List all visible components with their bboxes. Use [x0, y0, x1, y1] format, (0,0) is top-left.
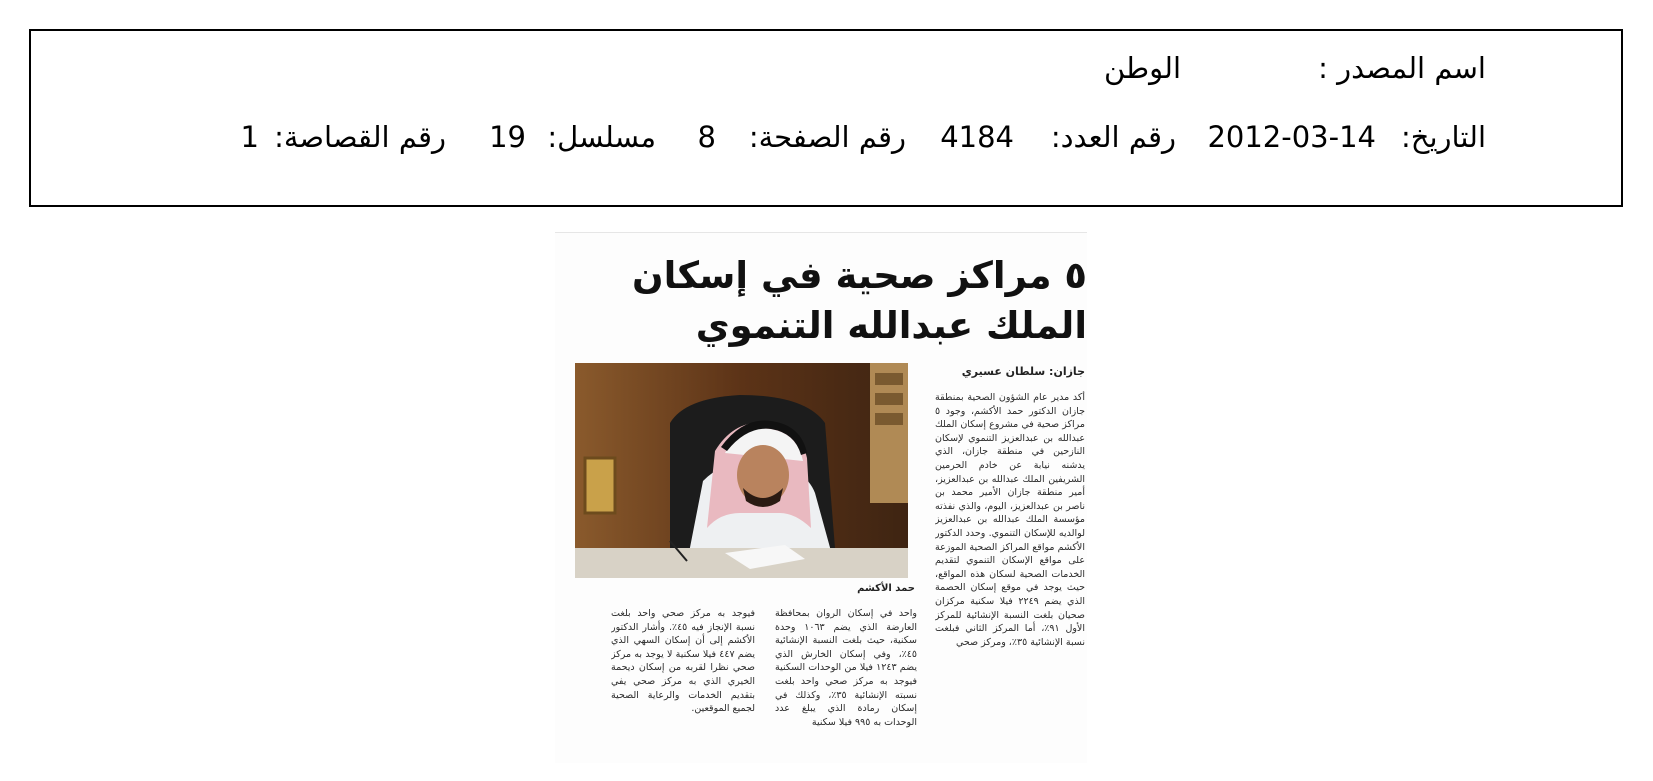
article-column-2: واحد في إسكان الروان بمحافظة العارضة الذي يضم ١٠٦٣ وحدة سكنية، حيث بلغت النسبة الإنشائية ٤٥٪، وفي إسكان الخارش الذي يضم ١٢٤٣ فيلا من الوحدات السكنية فيوجد به مركز صحي واحد بلغت نسبته الإنشائية ٣٥٪، وكذلك في إسكان رمادة الذي يبلغ عدد الوحدات به ٩٩٥ فيلا سكنية	[775, 608, 917, 728]
source-label: اسم المصدر :	[1318, 51, 1486, 85]
article-headline: ٥ مراكز صحية في إسكان الملك عبدالله التنموي	[632, 254, 1087, 347]
article-column-3: فيوجد به مركز صحي واحد بلغت نسبة الإنجاز فيه ٤٥٪. وأشار الدكتور الأكشم إلى أن إسكان السهي الذي يضم ٤٤٧ فيلا سكنية لا يوجد به مركز صحي نظرا لقربه من إسكان ديحمة الخيري الذي به مركز صحي يفي بتقديم الخدمات والرعاية الصحية لجميع الموقعين.	[611, 608, 755, 715]
date-label: التاريخ:	[1400, 120, 1486, 154]
meta-row	[226, 120, 1486, 160]
issue-label: رقم العدد:	[1050, 120, 1176, 154]
page-value: 8	[697, 120, 716, 154]
serial-label: مسلسل:	[547, 120, 656, 154]
newspaper-clipping	[555, 232, 1087, 763]
photo-caption: حمد الأكشم	[857, 583, 915, 594]
issue-value: 4184	[940, 120, 1014, 154]
photo-illustration	[575, 363, 908, 578]
serial-value: 19	[489, 120, 526, 154]
article-column-1: أكد مدير عام الشؤون الصحية بمنطقة جازان الدكتور حمد الأكشم، وجود ٥ مراكز صحية في مشروع إسكان الملك عبدالله بن عبدالعزيز التنموي لإسكان النازحين في منطقة جازان، الذي يدشنه نيابة عن خادم الحرمين الشريفين الملك عبدالله بن عبدالعزيز، أمير منطقة جازان الأمير محمد بن ناصر بن عبدالعزيز، اليوم، والذي نفذته مؤسسة الملك عبدالله بن عبدالعزيز لوالديه للإسكان التنموي. وحدد الدكتور الأكشم مواقع المراكز الصحية الموزعة على مواقع الإسكان التنموي لتقديم الخدمات الصحية لسكان هذه المواقع، حيث يوجد في موقع إسكان الحصمة الذي يضم ٢٢٤٩ فيلا سكنية مركزان صحيان بلغت النسبة الإنشائية للمركز الأول ٩١٪، أما المركز الثاني فبلغت نسبة الإنشائية ٣٥٪، ومركز صحي	[935, 392, 1085, 648]
clip-number-value: 1	[240, 120, 259, 154]
source-value: الوطن	[1103, 51, 1181, 85]
date-value: 2012-03-14	[1207, 120, 1376, 154]
article-photo	[575, 363, 908, 578]
page-label: رقم الصفحة:	[748, 120, 906, 154]
article-byline: جازان: سلطان عسيري	[961, 365, 1085, 378]
clipping-info-box	[29, 29, 1623, 207]
clip-number-label: رقم القصاصة:	[274, 120, 446, 154]
source-row	[1086, 51, 1486, 91]
